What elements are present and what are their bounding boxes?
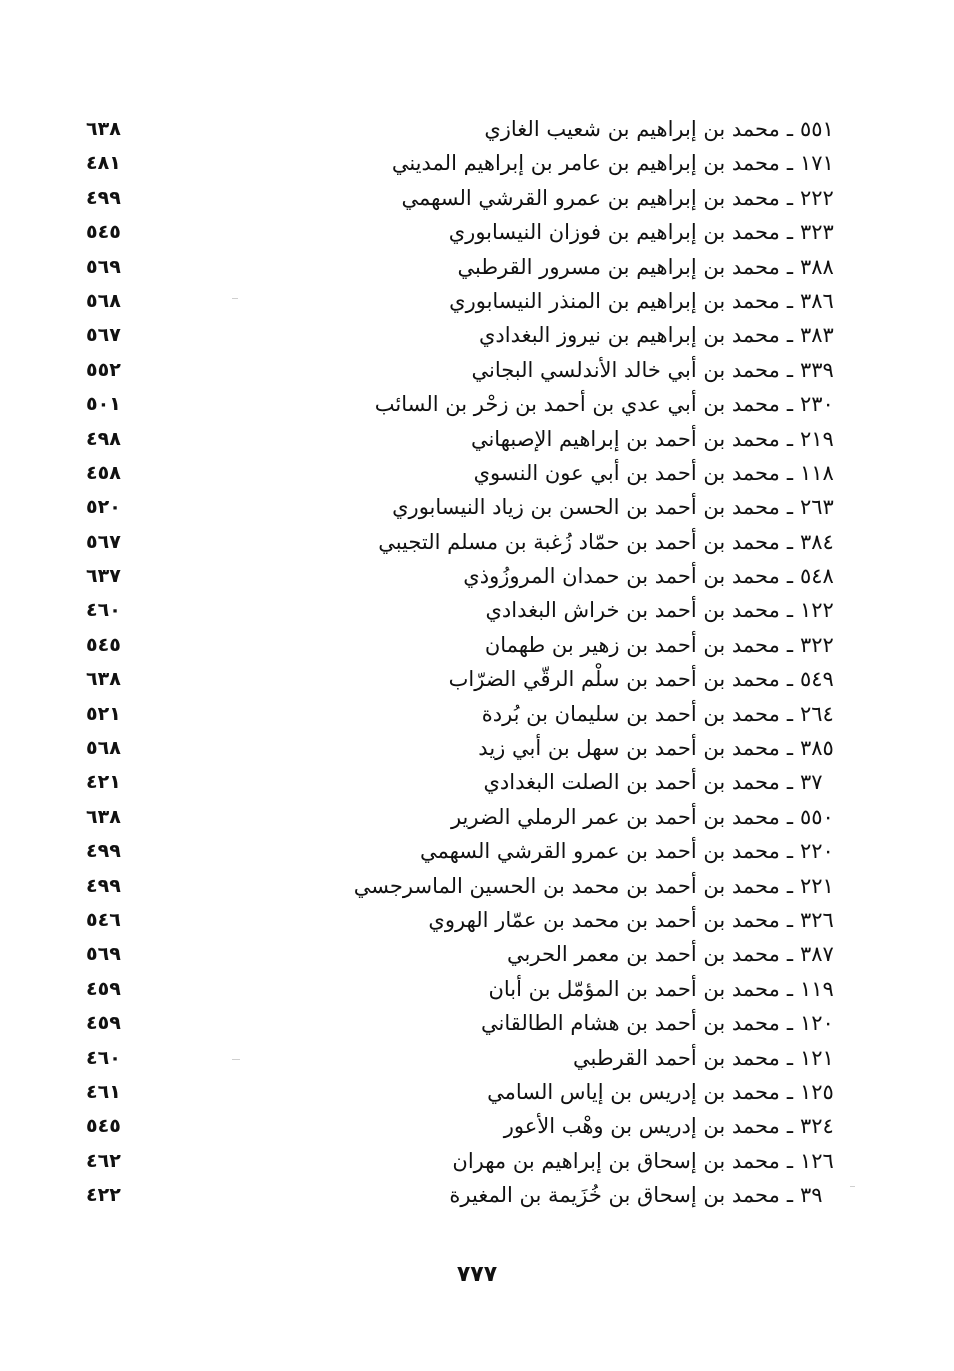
page-number: ٧٧٧ — [456, 1262, 498, 1287]
entry-page-ref: ٥٤٥ — [86, 633, 121, 656]
entry-page-ref: ٦٣٨ — [86, 805, 121, 828]
index-list — [0, 112, 954, 1213]
entry-name: محمد بن إبراهيم بن المنذر النيسابوري — [449, 288, 780, 313]
entry-text — [483, 765, 840, 799]
entry-page-ref: ٥٦٩ — [86, 255, 121, 278]
index-entry — [0, 387, 954, 421]
entry-number: ١١٨ — [800, 460, 834, 485]
entry-text — [504, 1109, 840, 1143]
entry-text — [449, 284, 840, 318]
index-entry — [0, 800, 954, 834]
entry-dash: ـ — [786, 1114, 793, 1139]
entry-name: محمد بن أحمد بن زهير بن طهمان — [484, 632, 780, 657]
index-entry — [0, 697, 954, 731]
entry-dash: ـ — [786, 151, 793, 176]
entry-dash: ـ — [786, 1148, 793, 1173]
entry-name: محمد بن أحمد بن محمد بن الحسين الماسرجسي — [353, 873, 780, 898]
entry-name: محمد بن إبراهيم بن شعيب الغازي — [484, 117, 780, 141]
entry-number: ٣٨٧ — [800, 942, 834, 967]
entry-page-ref: ٤٦٠ — [86, 599, 121, 622]
index-entry — [0, 662, 954, 696]
entry-name: محمد بن إبراهيم بن مسرور القرطبي — [457, 254, 780, 279]
entry-name: محمد بن أحمد بن عمر الرملي الضرير — [450, 804, 780, 829]
entry-name: محمد بن إبراهيم بن عامر بن إبراهيم المديني — [391, 151, 780, 176]
entry-dash: ـ — [786, 804, 793, 829]
entry-name: محمد بن أحمد بن هشام الطالقاني — [481, 1011, 780, 1036]
entry-text — [354, 869, 840, 903]
entry-text — [463, 559, 840, 593]
entry-number: ٥٥٠ — [800, 804, 834, 829]
entry-dash: ـ — [786, 736, 793, 761]
entry-number: ٣٩ — [800, 1183, 823, 1208]
entry-name: محمد بن أحمد القرطبي — [573, 1045, 780, 1070]
entry-dash: ـ — [786, 392, 793, 417]
entry-number: ١١٩ — [800, 976, 834, 1001]
index-entry — [0, 1006, 954, 1040]
entry-page-ref: ٤٦٢ — [86, 1149, 121, 1172]
entry-dash: ـ — [786, 632, 793, 657]
entry-name: محمد بن أحمد بن المؤمّل بن أبان — [488, 976, 780, 1001]
entry-name: محمد بن إسحاق بن خُزَيمة بن المغيرة — [449, 1183, 780, 1208]
entry-name: محمد بن أحمد بن حمدان المروزُوذي — [463, 564, 780, 589]
entry-name: محمد بن أحمد بن سهل بن أبي زيد — [478, 736, 780, 761]
entry-number: ٢٦٤ — [800, 701, 834, 726]
entry-number: ٣٢٦ — [800, 907, 834, 932]
entry-page-ref: ٤٦٠ — [86, 1046, 121, 1069]
entry-page-ref: ٤٥٩ — [86, 977, 121, 1000]
entry-text — [428, 903, 840, 937]
entry-text — [488, 972, 840, 1006]
entry-name: محمد بن أحمد بن حمّاد زُغبة بن مسلم التجيبي — [378, 529, 780, 554]
entry-name: محمد بن إدريس بن وهْب الأعور — [503, 1114, 780, 1139]
entry-number: ١٧١ — [800, 151, 834, 176]
entry-name: محمد بن أحمد بن خراش البغدادي — [485, 598, 780, 623]
entry-number: ١٢٢ — [800, 598, 834, 623]
entry-text — [471, 353, 840, 387]
entry-dash: ـ — [786, 495, 793, 520]
entry-dash: ـ — [786, 976, 793, 1001]
entry-text — [420, 834, 840, 868]
entry-dash: ـ — [786, 667, 793, 692]
entry-number: ١٢٦ — [800, 1148, 834, 1173]
entry-page-ref: ٥٢١ — [86, 702, 121, 725]
entry-dash: ـ — [786, 254, 793, 279]
index-entry — [0, 353, 954, 387]
entry-page-ref: ٥٤٥ — [86, 1115, 121, 1138]
entry-dash: ـ — [786, 907, 793, 932]
entry-dash: ـ — [786, 460, 793, 485]
entry-page-ref: ٦٣٧ — [86, 565, 121, 588]
entry-dash: ـ — [786, 564, 793, 589]
entry-name: محمد بن إسحاق بن إبراهيم بن مهران — [452, 1148, 780, 1173]
entry-number: ٣٣٩ — [800, 357, 834, 382]
entry-page-ref: ٤٢١ — [86, 771, 121, 794]
entry-page-ref: ٤٩٩ — [86, 874, 121, 897]
entry-text — [401, 181, 840, 215]
entry-name: محمد بن أحمد بن عمرو القرشي السهمي — [419, 839, 780, 864]
entry-page-ref: ٥٢٠ — [86, 496, 121, 519]
entry-name: محمد بن أحمد بن محمد بن عمّار الهروي — [428, 907, 780, 932]
index-entry — [0, 628, 954, 662]
entry-number: ٢٦٣ — [800, 495, 834, 520]
entry-text — [458, 250, 841, 284]
entry-text — [471, 422, 840, 456]
entry-page-ref: ٦٣٨ — [86, 668, 121, 691]
index-entry — [0, 834, 954, 868]
index-entry — [0, 525, 954, 559]
entry-number: ٢٣٠ — [800, 392, 834, 417]
entry-page-ref: ٥٦٧ — [86, 530, 121, 553]
entry-text — [484, 112, 840, 146]
entry-number: ٢٢١ — [800, 873, 834, 898]
entry-name: محمد بن أحمد بن الصلت البغدادي — [483, 770, 780, 795]
entry-text — [478, 731, 840, 765]
entry-dash: ـ — [786, 357, 793, 382]
index-entry — [0, 1075, 954, 1109]
entry-page-ref: ٥٤٦ — [86, 908, 121, 931]
entry-page-ref: ٤٩٩ — [86, 186, 121, 209]
entry-number: ٣٢٣ — [800, 220, 834, 245]
entry-dash: ـ — [786, 839, 793, 864]
index-entry — [0, 937, 954, 971]
entry-page-ref: ٤٨١ — [86, 152, 121, 175]
entry-text — [482, 697, 840, 731]
index-entry — [0, 422, 954, 456]
index-entry — [0, 903, 954, 937]
entry-page-ref: ٥٥٢ — [86, 358, 121, 381]
entry-dash: ـ — [786, 942, 793, 967]
scan-speck — [232, 298, 238, 299]
entry-name: محمد بن أحمد بن الحسن بن زياد النيسابوري — [392, 495, 780, 520]
index-entry — [0, 181, 954, 215]
entry-page-ref: ٤٩٩ — [86, 840, 121, 863]
entry-number: ٢٢٢ — [800, 185, 834, 210]
entry-page-ref: ٥٦٧ — [86, 324, 121, 347]
index-entry — [0, 146, 954, 180]
index-entry — [0, 559, 954, 593]
index-entry — [0, 284, 954, 318]
scan-speck — [232, 1059, 240, 1060]
entry-page-ref: ٥٤٥ — [86, 221, 121, 244]
index-entry — [0, 1178, 954, 1212]
entry-name: محمد بن أحمد بن سلْم الرقّي الضرّاب — [448, 667, 780, 692]
entry-name: محمد بن أبي خالد الأندلسي البجاني — [471, 357, 780, 382]
entry-number: ٢٢٠ — [800, 839, 834, 864]
scan-speck — [850, 1186, 855, 1187]
index-entry — [0, 765, 954, 799]
entry-page-ref: ٥٦٨ — [86, 737, 121, 760]
entry-name: محمد بن أبي عدي بن أحمد بن زحْر بن السائب — [374, 392, 780, 417]
entry-dash: ـ — [786, 323, 793, 348]
entry-text — [474, 456, 840, 490]
entry-page-ref: ٦٣٨ — [86, 118, 121, 140]
entry-text — [449, 662, 840, 696]
entry-number: ٣٨٥ — [800, 736, 834, 761]
entry-dash: ـ — [786, 598, 793, 623]
entry-page-ref: ٤٦١ — [86, 1080, 121, 1103]
entry-name: محمد بن أحمد بن إبراهيم الإصبهاني — [470, 426, 780, 451]
entry-page-ref: ٤٥٩ — [86, 1012, 121, 1035]
entry-dash: ـ — [786, 1011, 793, 1036]
index-entry — [0, 731, 954, 765]
index-entry — [0, 250, 954, 284]
entry-dash: ـ — [786, 1045, 793, 1070]
entry-number: ١٢١ — [800, 1045, 834, 1070]
entry-name: محمد بن أحمد بن أبي عون النسوي — [473, 460, 780, 485]
entry-text — [485, 593, 840, 627]
entry-number: ٣٨٨ — [800, 254, 834, 279]
entry-text — [487, 1075, 840, 1109]
entry-number: ٥٤٩ — [800, 667, 834, 692]
entry-number: ٥٤٨ — [800, 564, 834, 589]
entry-number: ١٢٥ — [800, 1079, 834, 1104]
entry-dash: ـ — [786, 185, 793, 210]
entry-name: محمد بن إبراهيم بن عمرو القرشي السهمي — [401, 185, 780, 210]
entry-page-ref: ٥٦٨ — [86, 289, 121, 312]
entry-text — [481, 1006, 840, 1040]
entry-dash: ـ — [786, 117, 793, 141]
index-entry — [0, 318, 954, 352]
entry-text — [485, 628, 840, 662]
entry-number: ٣٨٣ — [800, 323, 834, 348]
entry-page-ref: ٤٩٨ — [86, 427, 121, 450]
entry-text — [378, 525, 840, 559]
entry-dash: ـ — [786, 701, 793, 726]
entry-dash: ـ — [786, 1079, 793, 1104]
entry-dash: ـ — [786, 770, 793, 795]
entry-dash: ـ — [786, 1183, 793, 1208]
entry-text — [479, 318, 840, 352]
entry-dash: ـ — [786, 288, 793, 313]
entry-number: ٥٥١ — [800, 117, 834, 141]
entry-page-ref: ٤٢٢ — [86, 1184, 121, 1207]
entry-name: محمد بن إبراهيم بن فوزان النيسابوري — [448, 220, 780, 245]
index-entry — [0, 1144, 954, 1178]
entry-number: ٣٨٤ — [800, 529, 834, 554]
entry-text — [507, 937, 840, 971]
entry-dash: ـ — [786, 873, 793, 898]
index-entry — [0, 490, 954, 524]
entry-text — [375, 387, 840, 421]
index-entry — [0, 1041, 954, 1075]
index-entry — [0, 215, 954, 249]
entry-name: محمد بن إبراهيم بن نيروز البغدادي — [478, 323, 780, 348]
entry-text — [449, 215, 840, 249]
entry-dash: ـ — [786, 529, 793, 554]
entry-text — [392, 146, 840, 180]
entry-name: محمد بن إدريس بن إياس السامي — [487, 1079, 780, 1104]
entry-page-ref: ٥٦٩ — [86, 943, 121, 966]
entry-number: ٣٨٦ — [800, 288, 834, 313]
entry-number: ٣٧ — [800, 770, 823, 795]
entry-text — [449, 1178, 840, 1212]
index-entry — [0, 972, 954, 1006]
entry-dash: ـ — [786, 426, 793, 451]
entry-text — [392, 490, 840, 524]
entry-number: ٢١٩ — [800, 426, 834, 451]
entry-page-ref: ٤٥٨ — [86, 461, 121, 484]
index-entry — [0, 593, 954, 627]
entry-number: ٣٢٤ — [800, 1114, 834, 1139]
index-entry — [0, 456, 954, 490]
entry-text — [452, 1144, 840, 1178]
entry-text — [573, 1041, 840, 1075]
entry-text — [451, 800, 840, 834]
entry-number: ٣٢٢ — [800, 632, 834, 657]
index-entry — [0, 1109, 954, 1143]
entry-name: محمد بن أحمد بن معمر الحربي — [507, 942, 780, 967]
entry-dash: ـ — [786, 220, 793, 245]
index-entry — [0, 869, 954, 903]
entry-name: محمد بن أحمد بن سليمان بن بُردة — [481, 701, 780, 726]
entry-number: ١٢٠ — [800, 1011, 834, 1036]
index-entry — [0, 112, 954, 146]
entry-page-ref: ٥٠١ — [86, 393, 121, 416]
